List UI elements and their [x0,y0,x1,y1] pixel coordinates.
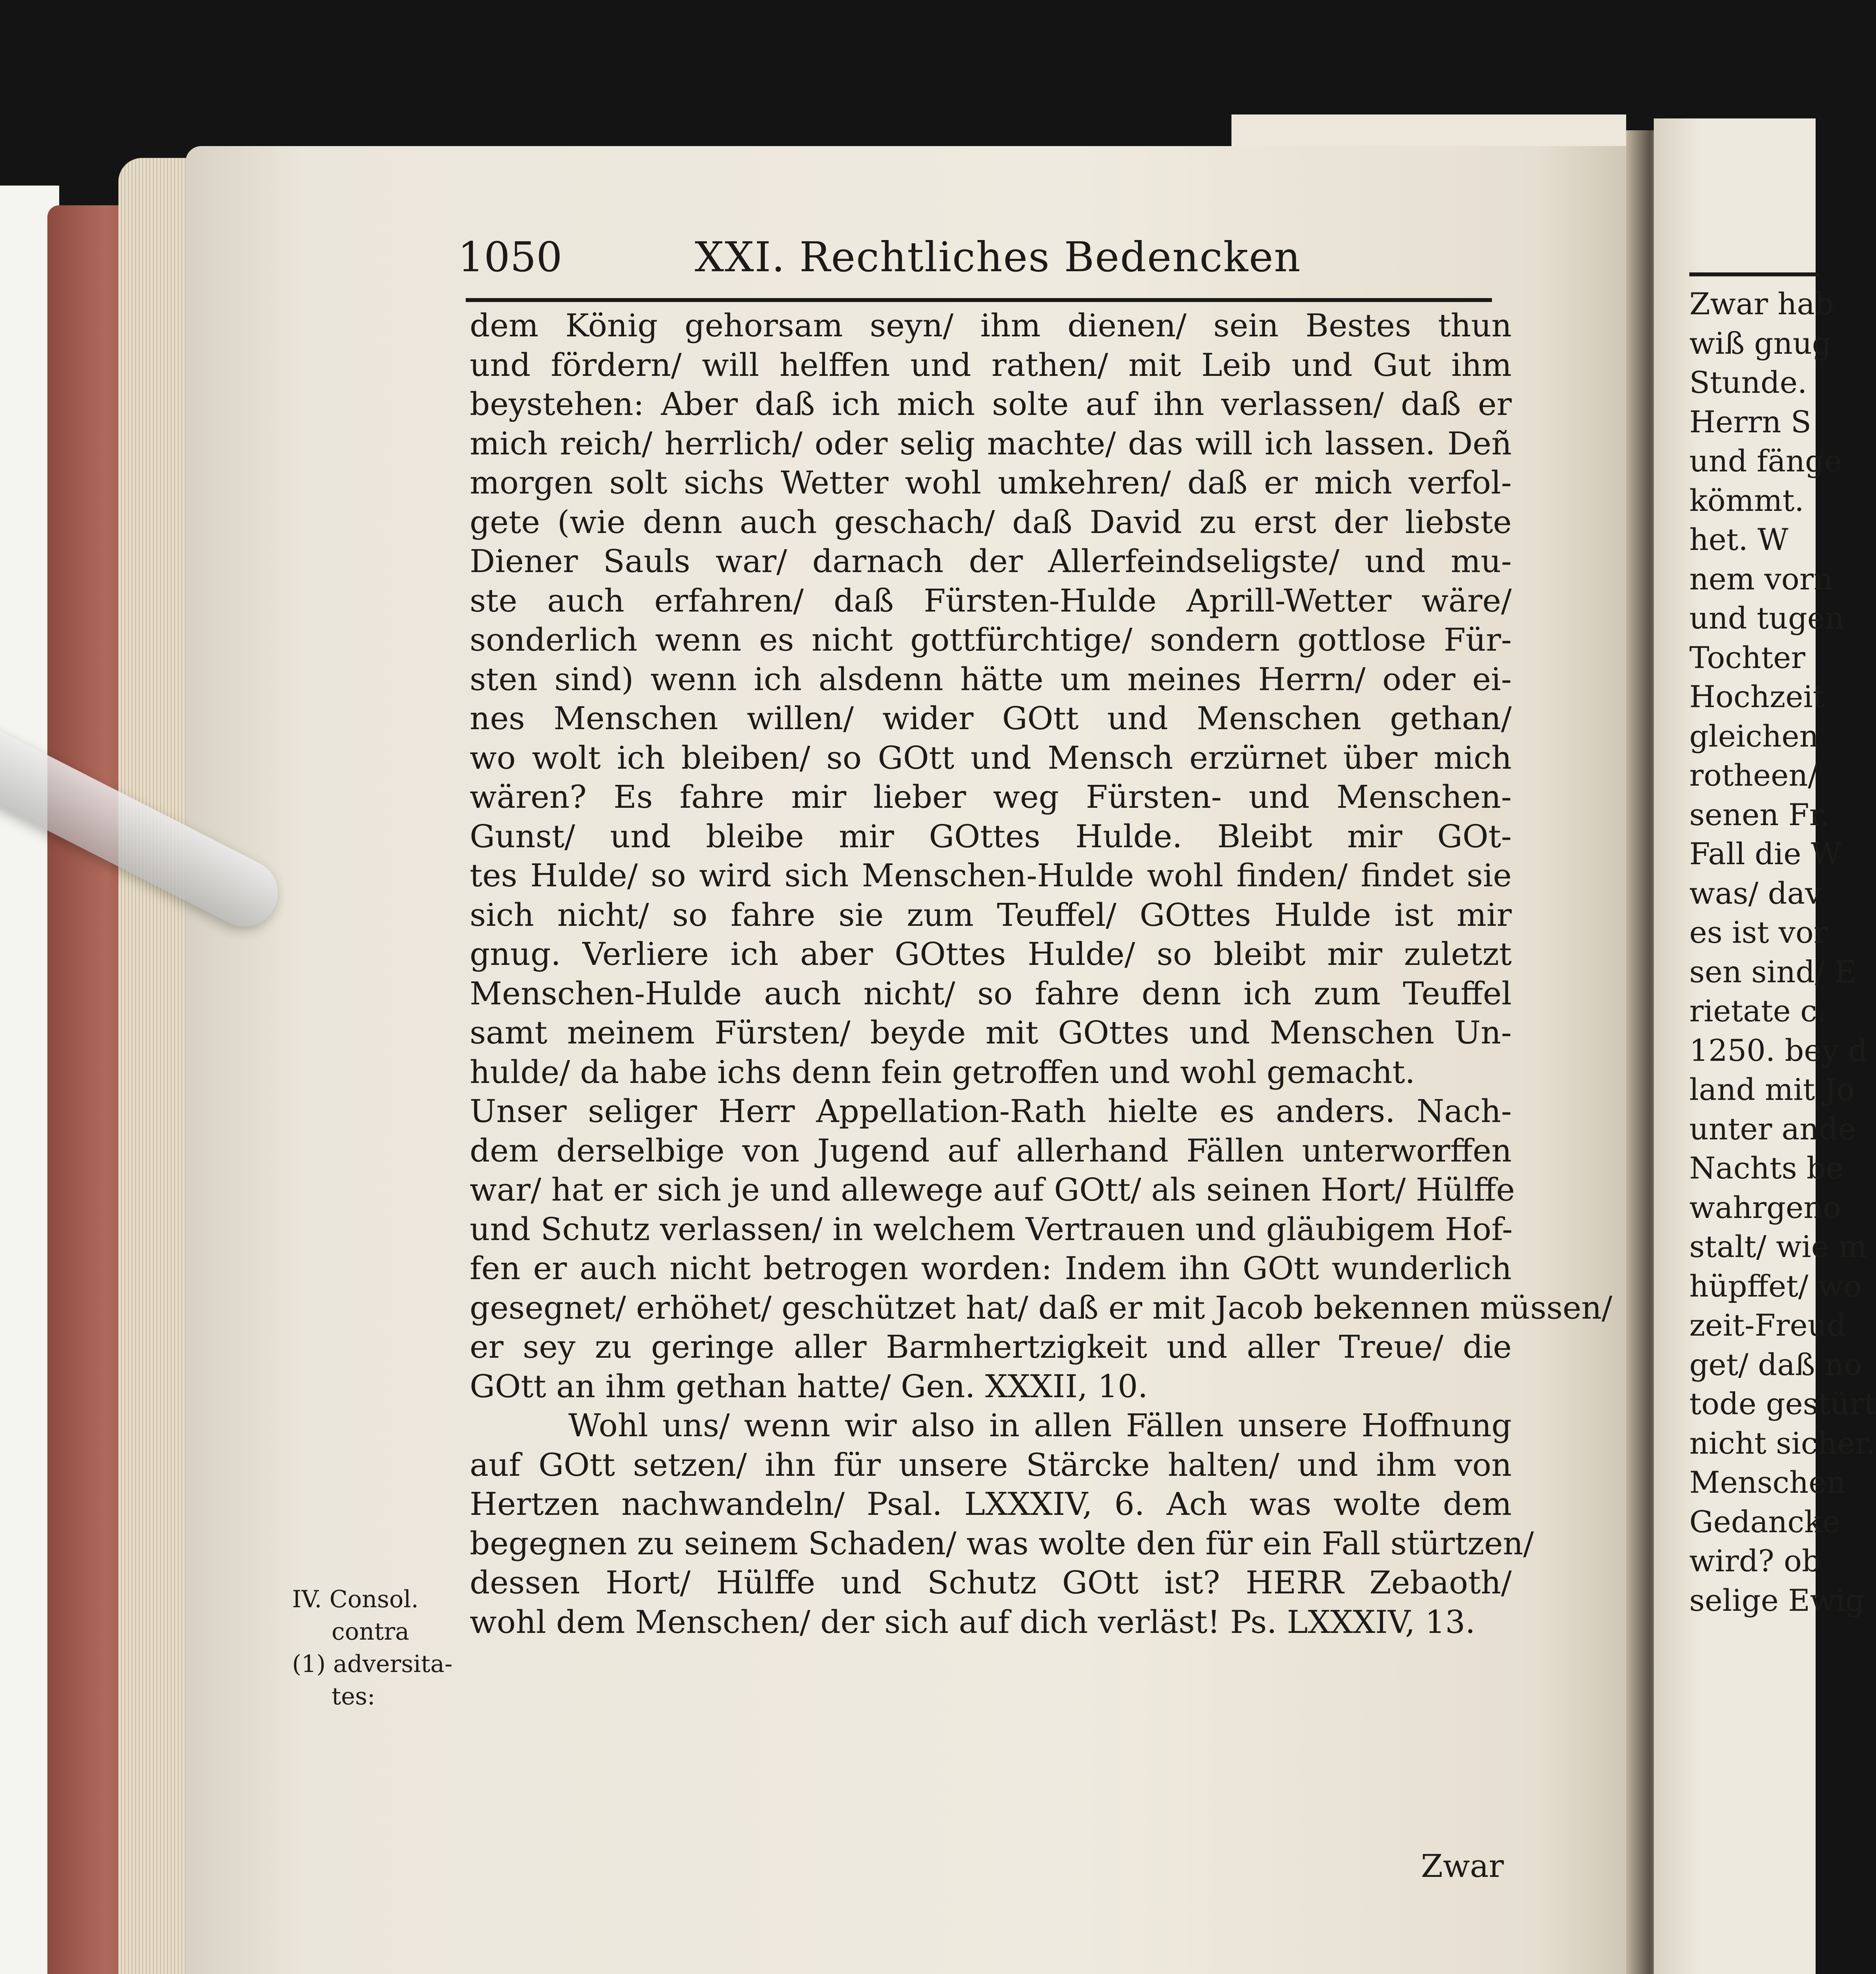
facing-text-line: Hochzeit [1689,679,1825,714]
text-line: begegnen zu seinem Schaden/ was wolte den für ein Fall stürtzen/ [470,1525,1534,1562]
facing-text-line: selige Ewig [1689,1582,1865,1618]
text-line: wohl dem Menschen/ der sich auf dich verläst! Ps. LXXXIV, 13. [470,1603,1475,1640]
facing-text-line: tode gestürt [1689,1386,1876,1421]
marginal-line: tes: [332,1683,375,1710]
text-line: Wohl uns/ wenn wir also in allen Fällen unsere Hoffnung [568,1407,1512,1444]
marginal-line: contra [332,1618,409,1646]
facing-text-line: gleichen [1689,718,1819,754]
facing-text-line: 1250. bey d [1689,1032,1868,1068]
text-line: hulde/ da habe ichs denn fein getroffen und wohl gemacht. [470,1053,1415,1090]
facing-text-line: was/ dav [1689,875,1822,911]
facing-text-line: es ist vor [1689,915,1828,950]
running-head [458,233,1484,292]
text-line: und fördern/ will helffen und rathen/ mit Leib und Gut ihm [470,346,1512,383]
facing-text-line: Fall die W [1689,836,1842,871]
text-line: sten sind) wenn ich alsdenn hätte um meines Herrn/ oder ei- [470,661,1512,698]
facing-page-rule [1689,272,1820,276]
text-line: Hertzen nachwandeln/ Psal. LXXXIV, 6. Ach was wolte dem [470,1486,1512,1522]
text-line: dem König gehorsam seyn/ ihm dienen/ sein Bestes thun [470,307,1512,344]
text-line: tes Hulde/ so wird sich Menschen-Hulde wohl finden/ findet sie [470,857,1512,894]
facing-text-line: nicht sicher. [1689,1425,1876,1461]
text-line: und Schutz verlassen/ in welchem Vertrauen und gläubigem Hof- [470,1210,1513,1248]
facing-text-line: und tugen [1689,600,1844,636]
facing-text-line: land mit Jo [1689,1072,1855,1107]
text-line: samt meinem Fürsten/ beyde mit GOttes und Menschen Un- [470,1014,1512,1051]
text-line: gete (wie denn auch geschach/ daß David zu erst der liebste [470,503,1512,540]
facing-text-line: wiß gnug [1689,325,1831,361]
facing-text-line: wird? ob [1689,1543,1821,1578]
running-title: XXI. Rechtliches Bedencken [695,233,1301,281]
facing-text-line: Gedancke [1689,1504,1840,1539]
marginal-line: (1) adversita- [292,1650,453,1678]
facing-text-line: get/ daß no [1689,1347,1862,1382]
facing-text-line: nem vorn [1689,561,1833,597]
text-line: dem derselbige von Jugend auf allerhand Fällen unterworffen [470,1132,1512,1169]
facing-text-line: zeit-Freud [1689,1308,1846,1343]
text-line: gnug. Verliere ich aber GOttes Hulde/ so bleibt mir zuletzt [470,936,1512,972]
facing-text-line: kömmt. [1689,482,1804,518]
marginal-note [292,1583,458,1713]
text-line: Unser seliger Herr Appellation-Rath hielte es anders. Nach- [470,1093,1512,1130]
facing-text-line: rotheen/ [1689,758,1818,793]
text-line: sich nicht/ so fahre sie zum Teuffel/ GOttes Hulde ist mir [470,896,1512,933]
text-line: Diener Sauls war/ darnach der Allerfeindseligste/ und mu- [470,543,1512,580]
text-line: er sey zu geringe aller Barmhertzigkeit und aller Treue/ die [470,1329,1512,1365]
text-line: Gunst/ und bleibe mir GOttes Hulde. Bleibt mir GOt- [470,818,1512,855]
facing-text-line: sen sind/ E [1689,954,1857,989]
facing-text-line: het. W [1689,522,1788,557]
facing-text-line: Stunde. [1689,365,1807,400]
text-line: ste auch erfahren/ daß Fürsten-Hulde Aprill-Wetter wäre/ [470,582,1512,619]
text-line: mich reich/ herrlich/ oder selig machte/ das will ich lassen. Deñ [470,425,1512,462]
facing-page-text [1689,284,1876,1620]
text-line: GOtt an ihm gethan hatte/ Gen. XXXII, 10. [470,1368,1148,1405]
facing-text-line: unter ande [1689,1111,1856,1146]
text-line: sonderlich wenn es nicht gottfürchtige/ sondern gottlose Für- [470,621,1512,658]
facing-text-line: hüpffet/ wo [1689,1268,1862,1304]
facing-text-line: stalt/ wie m [1689,1229,1867,1264]
text-line: wo wolt ich bleiben/ so GOtt und Mensch erzürnet über mich [470,739,1512,776]
text-line: war/ hat er sich je und allewege auf GOtt/ als seinen Hort/ Hülffe [470,1171,1515,1208]
text-line: dessen Hort/ Hülffe und Schutz GOtt ist? HERR Zebaoth/ [470,1564,1512,1601]
page-number: 1050 [458,233,562,281]
text-line: Menschen-Hulde auch nicht/ so fahre denn ich zum Teuffel [470,975,1512,1012]
facing-text-line: Tochter [1689,640,1805,675]
text-line: beystehen: Aber daß ich mich solte auf ihn verlassen/ daß er [470,386,1512,422]
marginal-line: IV. Consol. [292,1586,419,1613]
text-line: nes Menschen willen/ wider GOtt und Menschen gethan/ [470,700,1512,737]
facing-text-line: Menschen [1689,1465,1846,1500]
facing-text-line: Zwar hab [1689,286,1834,321]
main-text-block [470,306,1612,1642]
page-top-strip [1231,114,1626,146]
facing-text-line: Nachts be [1689,1150,1844,1186]
facing-text-line: wahrgeno [1689,1190,1841,1225]
facing-text-line: und fänge [1689,443,1842,478]
catchword: Zwar [1421,1848,1504,1884]
header-rule [466,298,1492,302]
text-line: morgen solt sichs Wetter wohl umkehren/ daß er mich verfol- [470,464,1512,501]
text-line: wären? Es fahre mir lieber weg Fürsten- und Menschen- [470,779,1512,815]
facing-text-line: rietate c. [1689,993,1827,1028]
text-line: auf GOtt setzen/ ihn für unsere Stärcke halten/ und ihm von [470,1446,1512,1483]
facing-text-line: senen Fr. [1689,797,1830,832]
facing-text-line: Herrn S [1689,404,1812,439]
text-line: fen er auch nicht betrogen worden: Indem ihn GOtt wunderlich [470,1250,1512,1287]
text-line: gesegnet/ erhöhet/ geschützet hat/ daß er mit Jacob bekennen müssen/ [470,1289,1612,1326]
